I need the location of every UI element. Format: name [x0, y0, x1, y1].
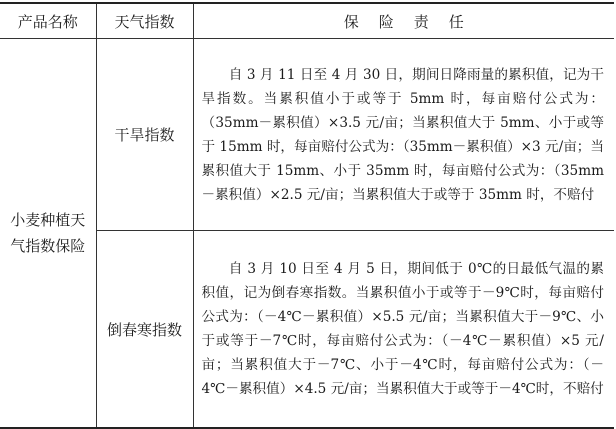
table-row-drought — [0, 39, 614, 231]
liability-text-drought: 自 3 月 11 日至 4 月 30 日，期间日降雨量的累积值，记为干旱指数。当累积值小于或等于 5mm 时，每亩赔付公式为：（35mm－累积值）×3.5 元/亩；当累积值大于 5mm、小于或等于 15mm 时，每亩赔付公式为：（35mm－累积值）×3 元/亩；当累积值大于 15mm、小于 35mm 时，每亩赔付公式为：（35mm－累积值）×2.5 元/亩；当累积值大于或等于 35mm 时，不赔付 — [201, 66, 604, 203]
table-header-row — [0, 3, 614, 39]
product-name-cell: 小麦种植天气指数保险 — [0, 39, 96, 429]
index-name-drought: 干旱指数 — [96, 39, 193, 231]
index-name-cold-spring: 倒春寒指数 — [96, 231, 193, 429]
header-insurance-liability: 保险责任 — [193, 3, 614, 39]
liability-text-cold-spring: 自 3 月 10 日至 4 月 5 日，期间低于 0℃的日最低气温的累积值，记为倒春寒指数。当累积值小于或等于－9℃时，每亩赔付公式为：（－4℃－累积值）×5.5 元/亩；当累积值大于－9℃、小于或等于－7℃时，每亩赔付公式为：（－4℃－累积值）×5 元/亩；当累积值大于－7℃、小于－4℃时，每亩赔付公式为：（－4℃－累积值）×4.5 元/亩；当累积值大于或等于－4℃时，不赔付 — [201, 261, 604, 397]
insurance-table — [0, 2, 614, 429]
header-product-name: 产品名称 — [0, 3, 96, 39]
liability-cell-cold-spring — [193, 231, 614, 429]
header-weather-index: 天气指数 — [96, 3, 193, 39]
liability-cell-drought — [193, 39, 614, 231]
